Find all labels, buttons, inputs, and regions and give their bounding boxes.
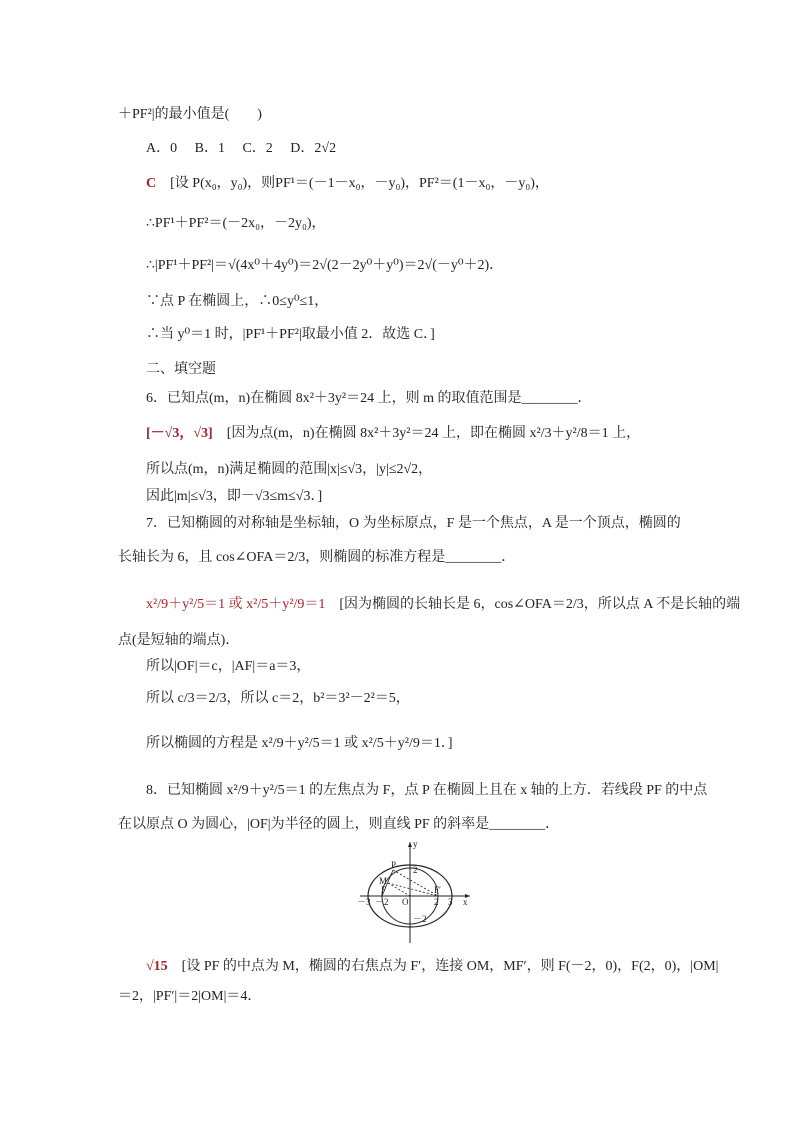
solution-line: 所以|OF|＝c，|AF|＝a＝3， bbox=[146, 659, 311, 674]
question-8-cont: 在以原点 O 为圆心，|OF|为半径的圆上，则直线 PF 的斜率是________． bbox=[118, 817, 560, 832]
solution-line: C [设 P(x₀，y₀)，则PF¹＝(－1－x₀，－y₀)，PF²＝(1－x₀，－y₀)， bbox=[146, 176, 549, 191]
question-continuation: ＋PF²|的最小值是( ) bbox=[118, 107, 262, 122]
question-8: 8．已知椭圆 x²/9＋y²/5＝1 的左焦点为 F，点 P 在椭圆上且在 x 轴的上方．若线段 PF 的中点 bbox=[146, 783, 708, 798]
label-top2: 2 bbox=[413, 865, 418, 875]
solution-line: 所以点(m，n)满足椭圆的范围|x|≤√3，|y|≤2√2， bbox=[146, 462, 433, 477]
answer-marker: [－√3，√3] bbox=[146, 426, 213, 441]
solution-line: ∴当 y⁰＝1 时，|PF¹＋PF²|取最小值 2．故选 C．] bbox=[146, 327, 435, 342]
label-pos3: 3 bbox=[448, 897, 453, 907]
solution-line: 所以 c/3＝2/3，所以 c＝2，b²＝3²－2²＝5， bbox=[146, 691, 410, 706]
question-7-cont: 长轴长为 6，且 cos∠OFA＝2/3，则椭圆的标准方程是________． bbox=[118, 550, 516, 565]
question-7: 7．已知椭圆的对称轴是坐标轴，O 为坐标原点，F 是一个焦点，A 是一个顶点，椭圆的 bbox=[146, 516, 681, 531]
solution-line: √15 [设 PF 的中点为 M，椭圆的右焦点为 F′，连接 OM，MF′，则 F(－2，0)，F(2，0)，|OM| bbox=[146, 959, 719, 974]
label-bot2: －2 bbox=[413, 914, 427, 924]
segment-mfp bbox=[388, 883, 438, 896]
label-o: O bbox=[402, 897, 409, 907]
section-heading: 二、填空题 bbox=[146, 362, 216, 377]
solution-line: [－√3，√3] [因为点(m，n)在椭圆 8x²＋3y²＝24 上，即在椭圆 x²/3＋y²/8＝1 上， bbox=[146, 426, 641, 441]
y-axis-arrow bbox=[408, 842, 412, 847]
answer-marker: √15 bbox=[146, 959, 168, 974]
answer-marker: x²/9＋y²/5＝1 或 x²/5＋y²/9＝1 bbox=[146, 597, 326, 612]
question-6: 6．已知点(m，n)在椭圆 8x²＋3y²＝24 上，则 m 的取值范围是________． bbox=[146, 391, 592, 406]
solution-line: ∵点 P 在椭圆上，∴0≤y⁰≤1， bbox=[146, 294, 329, 309]
segment-om bbox=[388, 883, 410, 896]
options-row: A．0 B．1 C．2 D．2√2 bbox=[146, 141, 337, 156]
solution-line: 因此|m|≤√3，即－√3≤m≤√3．] bbox=[146, 489, 323, 504]
label-pos2: 2 bbox=[434, 897, 439, 907]
solution-line: x²/9＋y²/5＝1 或 x²/5＋y²/9＝1 [因为椭圆的长轴长是 6，cos∠OFA＝2/3，所以点 A 不是长轴的端 bbox=[146, 597, 741, 612]
label-y: y bbox=[413, 839, 418, 849]
label-x: x bbox=[463, 897, 468, 907]
solution-line: ∴|PF¹＋PF²|＝√(4x⁰＋4y⁰)＝2√(2－2y⁰＋y⁰)＝2√(－y⁰＋2)． bbox=[146, 258, 504, 273]
label-neg2: －2 bbox=[375, 897, 389, 907]
ellipse-figure bbox=[355, 838, 475, 948]
label-neg3: －3 bbox=[357, 897, 371, 907]
solution-line: ＝2，|PF′|＝2|OM|＝4． bbox=[118, 989, 262, 1004]
label-fp: F′ bbox=[434, 885, 441, 895]
solution-line: 所以椭圆的方程是 x²/9＋y²/5＝1 或 x²/5＋y²/9＝1．] bbox=[146, 736, 453, 751]
label-m: M bbox=[379, 876, 388, 886]
answer-marker: C bbox=[146, 176, 157, 191]
solution-line: 点(是短轴的端点)． bbox=[118, 633, 240, 648]
label-f: F bbox=[381, 885, 387, 895]
label-p: P bbox=[391, 860, 397, 870]
solution-line: ∴PF¹＋PF²＝(－2x₀，－2y₀)， bbox=[146, 216, 326, 231]
